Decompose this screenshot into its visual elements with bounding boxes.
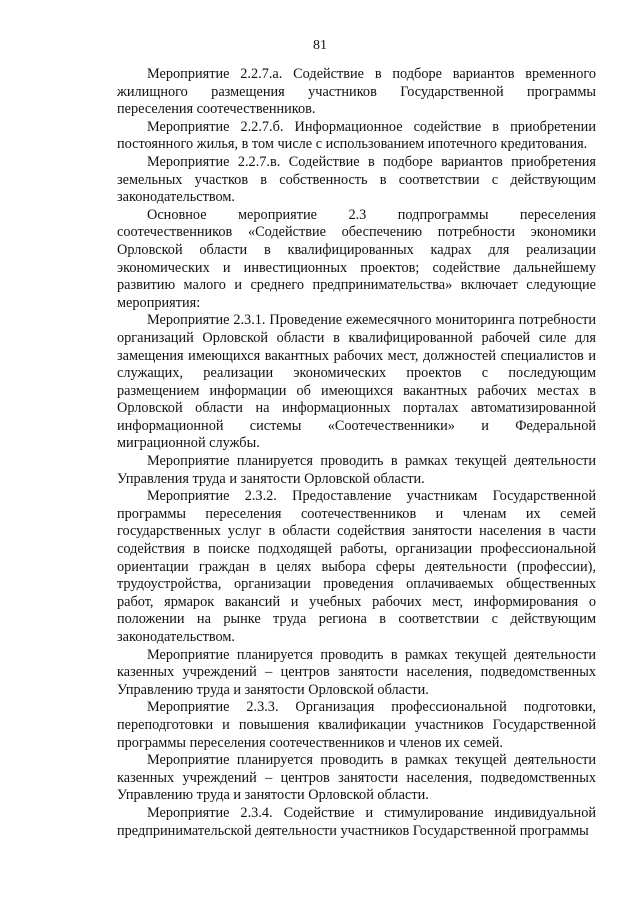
paragraph-main-activity-2-3: Основное мероприятие 2.3 подпрограммы переселения соотечественников «Содействие обеспечению потребности экономики Орловской области в квалифицированных кадрах для реализации экономических и инвестиционных проектов; содействие дальнейшему развитию малого и среднего предпринимательства» включает следующие мероприятия:	[117, 206, 596, 311]
paragraph-2-3-2: Мероприятие 2.3.2. Предоставление участникам Государственной программы переселения соотечественников и членам их семей государственных услуг в области содействия занятости населения в части содействия в поиске подходящей работы, организации профессиональной ориентации граждан в целях выбора сферы деятельности (профессии), трудоустройства, организации проведения оплачиваемых общественных работ, ярмарок вакансий и учебных рабочих мест, информирования о положении на рынке труда региона в соответствии с действующим законодательством.	[117, 488, 596, 645]
paragraph-2-3-3-note: Мероприятие планируется проводить в рамках текущей деятельности казенных учреждений – центров занятости населения, подведомственных Управлению труда и занятости Орловской области.	[117, 752, 596, 804]
paragraph-2-2-7-v: Мероприятие 2.2.7.в. Содействие в подборе вариантов приобретения земельных участков в собственность в соответствии с действующим законодательством.	[117, 153, 596, 206]
paragraph-2-3-1-note: Мероприятие планируется проводить в рамках текущей деятельности Управления труда и занятости Орловской области.	[117, 453, 596, 487]
paragraph-2-2-7-a: Мероприятие 2.2.7.а. Содействие в подборе вариантов временного жилищного размещения участников Государственной программы переселения соотечественников.	[117, 66, 596, 118]
page-number: 81	[313, 38, 327, 53]
paragraph-2-3-4: Мероприятие 2.3.4. Содействие и стимулирование индивидуальной предпринимательской деятельности участников Государственной программы	[117, 804, 596, 839]
paragraph-2-3-3: Мероприятие 2.3.3. Организация профессиональной подготовки, переподготовки и повышения квалификации участников Государственной программы переселения соотечественников и членов их семей.	[117, 699, 596, 751]
paragraph-2-3-1: Мероприятие 2.3.1. Проведение ежемесячного мониторинга потребности организаций Орловской области в квалифицированной рабочей силе для замещения имеющихся вакантных рабочих мест, должностей специалистов и служащих, реализации экономических проектов с последующим размещением информации об имеющихся вакантных рабочих местах в Орловской области на информационных порталах автоматизированной информационной системы «Соотечественники» и Федеральной миграционной службы.	[117, 312, 596, 452]
paragraph-2-2-7-b: Мероприятие 2.2.7.б. Информационное содействие в приобретении постоянного жилья, в том числе с использованием ипотечного кредитования.	[117, 118, 596, 153]
paragraph-2-3-2-note: Мероприятие планируется проводить в рамках текущей деятельности казенных учреждений – центров занятости населения, подведомственных Управлению труда и занятости Орловской области.	[117, 646, 596, 698]
body-text	[117, 66, 596, 840]
